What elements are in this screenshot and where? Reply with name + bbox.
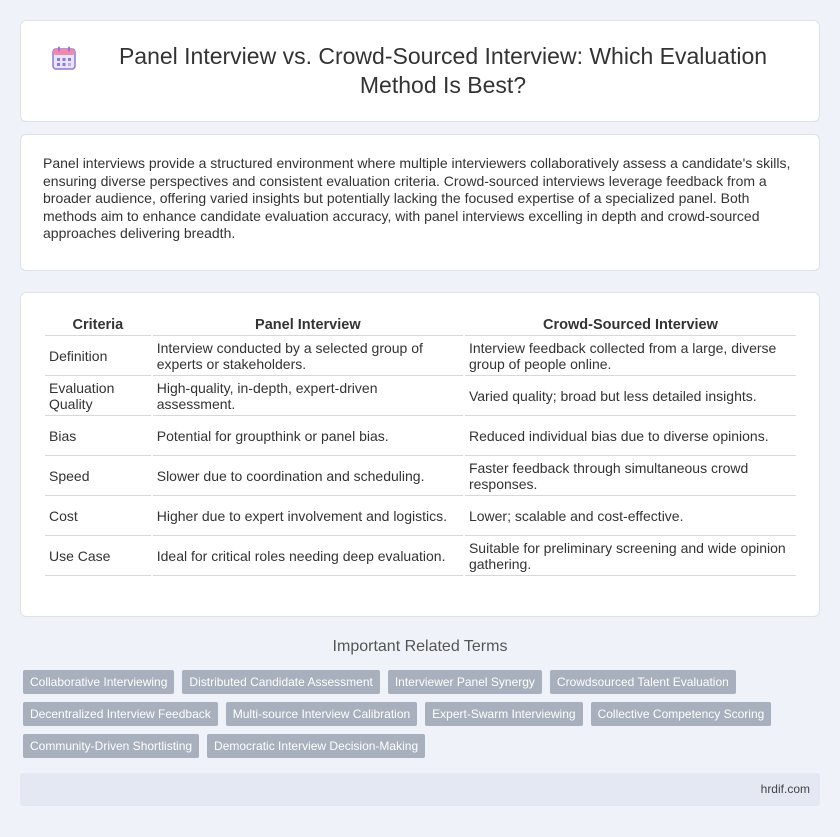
cell-panel: Higher due to expert involvement and logistics. xyxy=(153,496,463,536)
header-panel-interview: Panel Interview xyxy=(153,313,463,336)
related-terms-tags xyxy=(23,670,813,758)
cell-panel: Slower due to coordination and scheduling. xyxy=(153,456,463,496)
cell-crowd: Reduced individual bias due to diverse opinions. xyxy=(465,416,796,456)
footer-site-link[interactable]: hrdif.com xyxy=(760,782,810,796)
related-term-tag[interactable]: Decentralized Interview Feedback xyxy=(23,702,218,726)
related-term-tag[interactable]: Crowdsourced Talent Evaluation xyxy=(550,670,736,694)
related-term-tag[interactable]: Distributed Candidate Assessment xyxy=(182,670,379,694)
table-row xyxy=(45,496,796,536)
cell-panel: Ideal for critical roles needing deep evaluation. xyxy=(153,536,463,576)
comparison-table-card xyxy=(20,292,820,617)
calendar-icon xyxy=(51,45,77,71)
cell-crowd: Varied quality; broad but less detailed insights. xyxy=(465,376,796,416)
cell-panel: Interview conducted by a selected group of experts or stakeholders. xyxy=(153,336,463,376)
cell-crowd: Faster feedback through simultaneous crowd responses. xyxy=(465,456,796,496)
intro-card xyxy=(20,134,820,271)
related-term-tag[interactable]: Expert-Swarm Interviewing xyxy=(425,702,582,726)
table-row xyxy=(45,456,796,496)
related-term-tag[interactable]: Community-Driven Shortlisting xyxy=(23,734,199,758)
table-row xyxy=(45,336,796,376)
cell-criteria: Evaluation Quality xyxy=(45,376,151,416)
table-row xyxy=(45,416,796,456)
cell-criteria: Use Case xyxy=(45,536,151,576)
cell-criteria: Speed xyxy=(45,456,151,496)
table-header-row xyxy=(45,313,796,336)
page-title: Panel Interview vs. Crowd-Sourced Interview: Which Evaluation Method Is Best? xyxy=(118,43,768,98)
header-crowd-sourced-interview: Crowd-Sourced Interview xyxy=(465,313,796,336)
cell-crowd: Suitable for preliminary screening and wide opinion gathering. xyxy=(465,536,796,576)
cell-panel: High-quality, in-depth, expert-driven assessment. xyxy=(153,376,463,416)
cell-criteria: Definition xyxy=(45,336,151,376)
related-terms-title: Important Related Terms xyxy=(332,638,508,655)
footer xyxy=(20,773,820,806)
cell-criteria: Cost xyxy=(45,496,151,536)
cell-panel: Potential for groupthink or panel bias. xyxy=(153,416,463,456)
title-card xyxy=(20,20,820,122)
cell-criteria: Bias xyxy=(45,416,151,456)
related-term-tag[interactable]: Collaborative Interviewing xyxy=(23,670,174,694)
related-term-tag[interactable]: Interviewer Panel Synergy xyxy=(388,670,542,694)
related-term-tag[interactable]: Collective Competency Scoring xyxy=(591,702,772,726)
intro-paragraph: Panel interviews provide a structured environment where multiple interviewers collaboratively assess a candidate's skills, ensuring diverse perspectives and consistent evaluation criteria. Crowd-sourced interviews leverage feedback from a broader audience, offering varied insights but potentially lacking the focused expertise of a specialized panel. Both methods aim to enhance candidate evaluation accuracy, with panel interviews excelling in depth and crowd-sourced approaches delivering breadth. xyxy=(43,155,791,242)
related-term-tag[interactable]: Democratic Interview Decision-Making xyxy=(207,734,425,758)
cell-crowd: Interview feedback collected from a large, diverse group of people online. xyxy=(465,336,796,376)
table-row xyxy=(45,376,796,416)
comparison-table xyxy=(43,313,798,576)
cell-crowd: Lower; scalable and cost-effective. xyxy=(465,496,796,536)
header-criteria: Criteria xyxy=(45,313,151,336)
table-row xyxy=(45,536,796,576)
related-term-tag[interactable]: Multi-source Interview Calibration xyxy=(226,702,417,726)
